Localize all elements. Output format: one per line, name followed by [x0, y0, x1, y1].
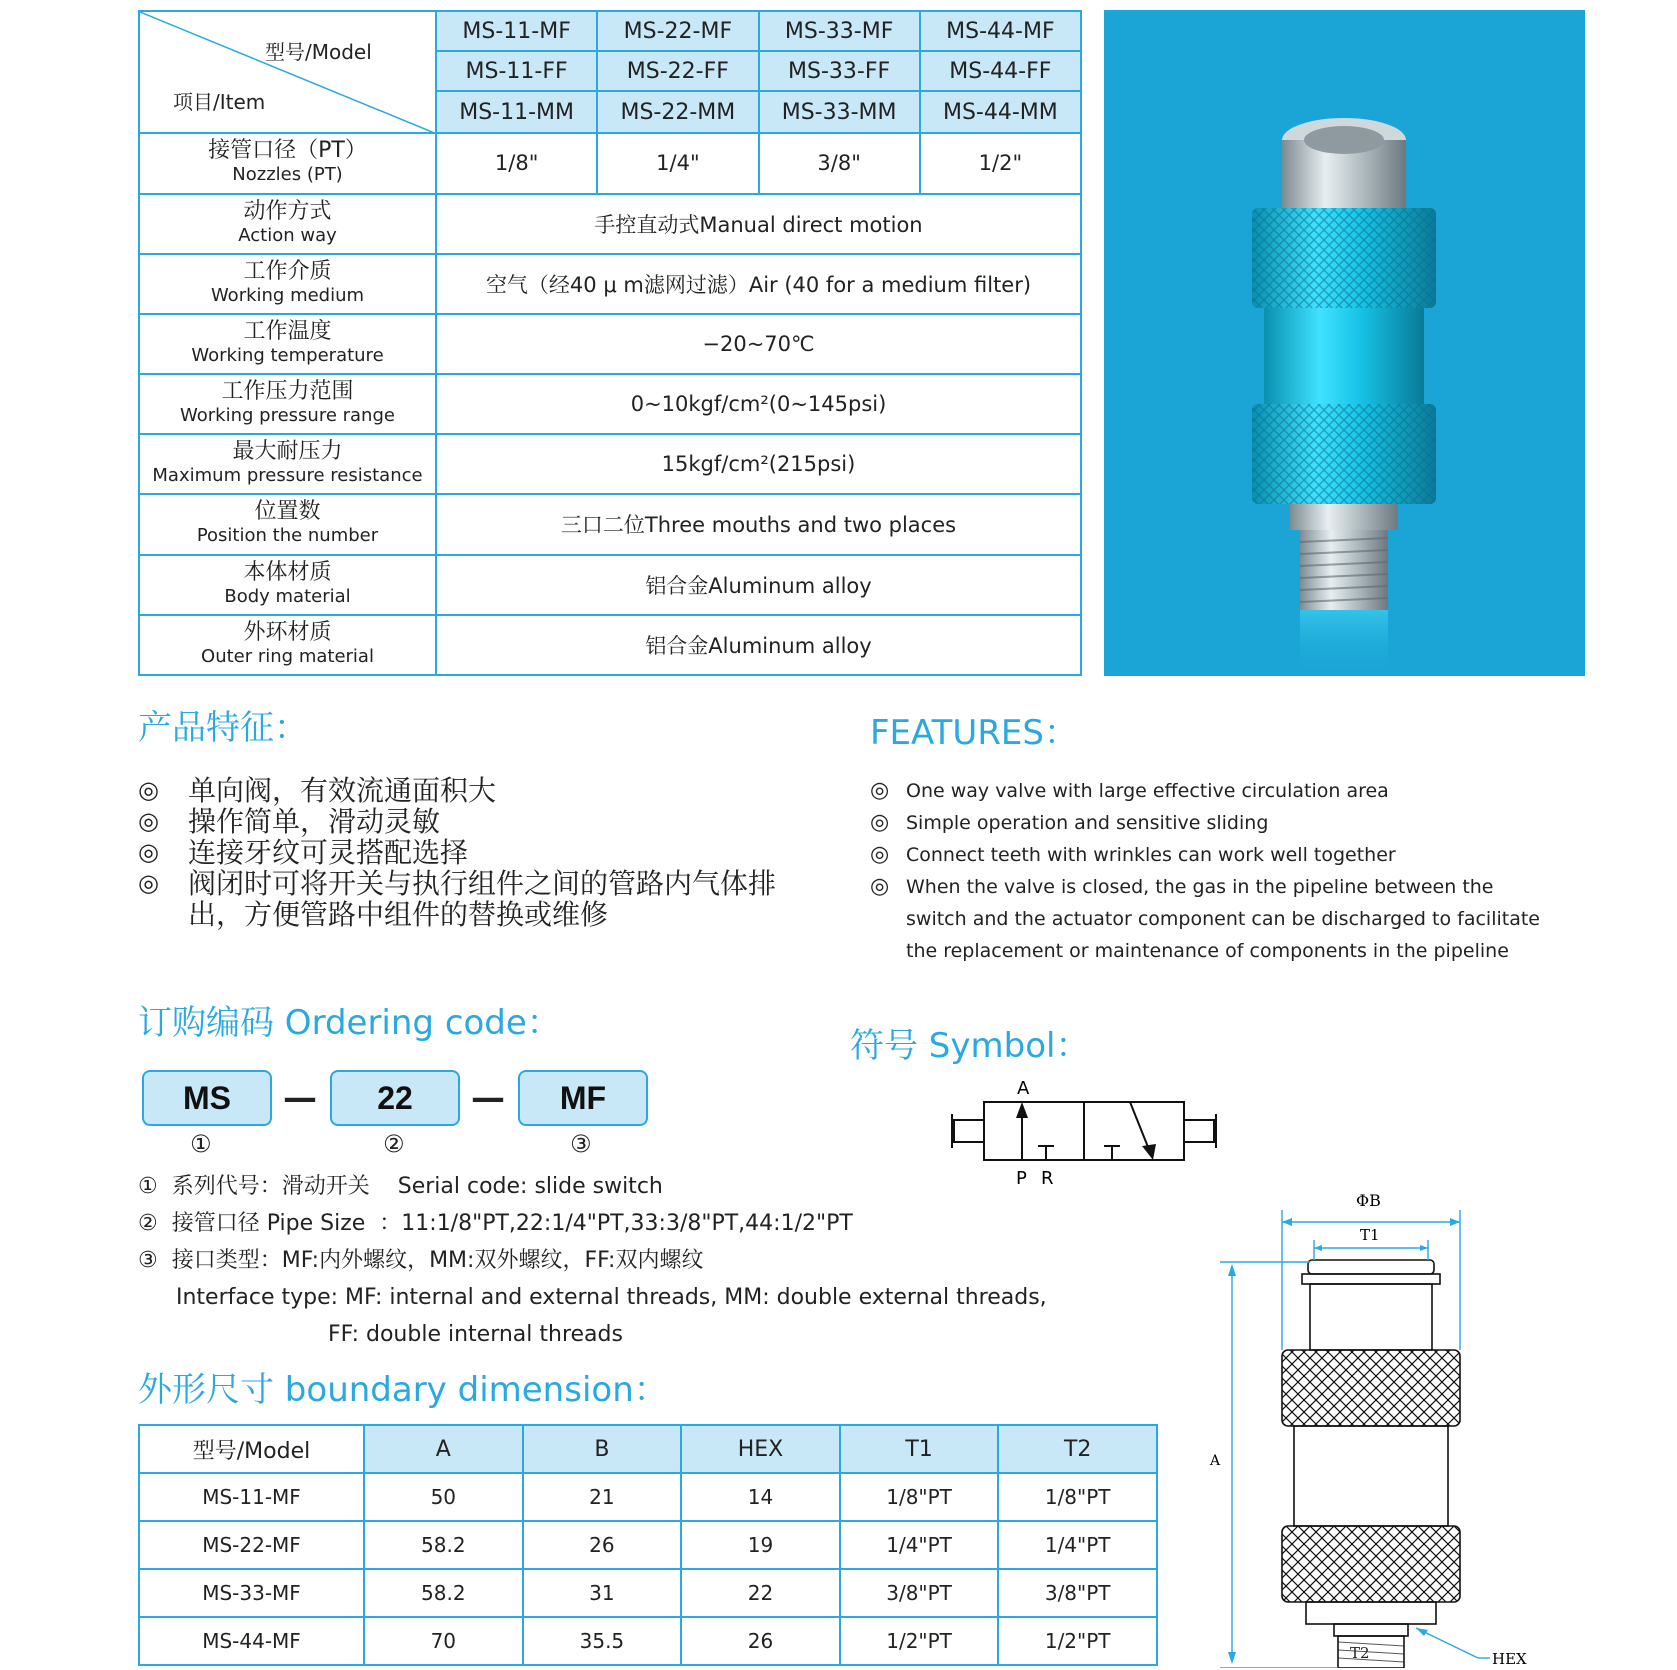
code-number: ①	[190, 1130, 212, 1158]
model-cell: MS-22-FF	[597, 51, 758, 91]
ordering-notes	[138, 1168, 1047, 1353]
table-cell: 1/2"PT	[998, 1617, 1157, 1665]
table-cell: 3/8"PT	[998, 1569, 1157, 1617]
item-value: 空气（经40 μ m滤网过滤）Air (40 for a medium filter)	[436, 254, 1081, 314]
table-cell: 26	[523, 1521, 682, 1569]
product-photo	[1104, 10, 1585, 676]
code-size: 22	[330, 1070, 460, 1126]
bullet-icon: ◎	[138, 807, 159, 835]
model-cell: MS-33-MM	[759, 91, 920, 133]
code-number: ③	[570, 1130, 592, 1158]
table-cell: 1/2"PT	[840, 1617, 999, 1665]
column-header: T2	[998, 1425, 1157, 1473]
table-row	[139, 1617, 1157, 1665]
table-row	[139, 1473, 1157, 1521]
table-header-row	[139, 1425, 1157, 1473]
features-zh-title: 产品特征：	[138, 708, 308, 748]
list-item: ◎ 阀闭时可将开关与执行组件之间的管路内气体排出，方便管路中组件的替换或维修	[138, 867, 777, 931]
code-type: MF	[518, 1070, 648, 1126]
table-row	[139, 1521, 1157, 1569]
item-label-cell: 位置数 Position the number	[139, 494, 436, 554]
list-item: ◎ One way valve with large effective circulation area	[870, 775, 1560, 807]
item-value: 铝合金Aluminum alloy	[436, 555, 1081, 615]
table-cell: 70	[364, 1617, 523, 1665]
nozzle-value: 1/8"	[436, 133, 597, 193]
note-row: ① 系列代号：滑动开关 Serial code: slide switch	[138, 1174, 663, 1199]
port-r-label: R	[1041, 1168, 1054, 1189]
table-cell: 19	[681, 1521, 840, 1569]
bullet-icon: ◎	[870, 778, 890, 803]
table-cell: MS-44-MF	[139, 1617, 364, 1665]
item-value: 15kgf/cm²(215psi)	[436, 434, 1081, 494]
table-cell: 1/8"PT	[998, 1473, 1157, 1521]
bullet-icon: ◎	[870, 810, 890, 835]
port-p-label: P	[1016, 1168, 1027, 1189]
table-cell: MS-11-MF	[139, 1473, 364, 1521]
table-row	[139, 1569, 1157, 1617]
item-value: 铝合金Aluminum alloy	[436, 615, 1081, 675]
column-header: 型号/Model	[139, 1425, 364, 1473]
table-cell: 58.2	[364, 1569, 523, 1617]
table-cell: 26	[681, 1617, 840, 1665]
item-label: 项目/Item	[173, 90, 266, 114]
table-cell: 1/8"PT	[840, 1473, 999, 1521]
column-header: A	[364, 1425, 523, 1473]
list-item: ◎ Simple operation and sensitive sliding	[870, 807, 1560, 839]
dim-hex-label: HEX	[1492, 1650, 1527, 1668]
symbol-title: 符号 Symbol：	[850, 1026, 1090, 1066]
item-label-cell: 工作压力范围 Working pressure range	[139, 374, 436, 434]
model-cell: MS-33-MF	[759, 11, 920, 51]
spec-table	[138, 10, 1082, 676]
features-en-title: FEATURES：	[870, 713, 1079, 753]
bullet-icon: ◎	[870, 842, 890, 867]
table-cell: 22	[681, 1569, 840, 1617]
column-header: HEX	[681, 1425, 840, 1473]
bullet-icon: ◎	[138, 838, 159, 866]
table-cell: MS-33-MF	[139, 1569, 364, 1617]
model-cell: MS-44-FF	[920, 51, 1081, 91]
column-header: B	[523, 1425, 682, 1473]
bullet-icon: ◎	[870, 874, 890, 899]
note-row: Interface type: MF: internal and external threads, MM: double external threads,	[176, 1285, 1047, 1310]
dim-t2-label: T2	[1350, 1644, 1370, 1662]
header-diagonal-cell	[139, 11, 436, 133]
list-item: ◎ 单向阀，有效流通面积大	[138, 774, 497, 807]
dim-t1-label: T1	[1360, 1226, 1380, 1244]
features-zh-list	[138, 775, 818, 930]
list-item: ◎ Connect teeth with wrinkles can work well together	[870, 839, 1560, 871]
slide-valve-illustration	[1104, 10, 1585, 676]
table-cell: 14	[681, 1473, 840, 1521]
list-item: ◎ 操作简单，滑动灵敏	[138, 805, 441, 838]
model-cell: MS-22-MM	[597, 91, 758, 133]
code-number: ②	[383, 1130, 405, 1158]
diagonal-line	[140, 12, 437, 134]
item-label-cell: 工作介质 Working medium	[139, 254, 436, 314]
code-dash: —	[283, 1078, 317, 1118]
table-cell: 31	[523, 1569, 682, 1617]
item-value: 手控直动式Manual direct motion	[436, 194, 1081, 254]
model-cell: MS-22-MF	[597, 11, 758, 51]
table-cell: 21	[523, 1473, 682, 1521]
table-cell: 58.2	[364, 1521, 523, 1569]
dimension-table	[138, 1424, 1158, 1666]
model-cell: MS-11-MF	[436, 11, 597, 51]
model-label: 型号/Model	[265, 40, 372, 64]
features-en-list	[870, 775, 1560, 967]
nozzle-value: 1/4"	[597, 133, 758, 193]
column-header: T1	[840, 1425, 999, 1473]
port-a-label: A	[1017, 1078, 1030, 1099]
dim-a-label: A	[1210, 1453, 1221, 1469]
dim-b-label: ΦB	[1356, 1191, 1381, 1210]
item-value: −20~70℃	[436, 314, 1081, 374]
model-cell: MS-11-FF	[436, 51, 597, 91]
table-cell: 50	[364, 1473, 523, 1521]
ordering-title: 订购编码 Ordering code：	[138, 1003, 561, 1043]
note-row: FF: double internal threads	[328, 1322, 623, 1347]
valve-symbol-diagram	[950, 1078, 1220, 1190]
code-dash: —	[471, 1078, 505, 1118]
item-label-cell: 最大耐压力 Maximum pressure resistance	[139, 434, 436, 494]
table-cell: 35.5	[523, 1617, 682, 1665]
boundary-title: 外形尺寸 boundary dimension：	[138, 1370, 668, 1410]
model-cell: MS-44-MF	[920, 11, 1081, 51]
table-cell: 1/4"PT	[840, 1521, 999, 1569]
item-label-cell: 工作温度 Working temperature	[139, 314, 436, 374]
note-row: ③ 接口类型：MF:内外螺纹，MM:双外螺纹，FF:双内螺纹	[138, 1248, 704, 1273]
model-cell: MS-33-FF	[759, 51, 920, 91]
dimension-drawing	[1190, 1190, 1560, 1668]
list-item: ◎ When the valve is closed, the gas in the pipeline between the switch and the actuator component can be discharged to facilitate the replacement or maintenance of components in the pipeline	[870, 871, 1560, 967]
nozzle-value: 3/8"	[759, 133, 920, 193]
table-cell: 3/8"PT	[840, 1569, 999, 1617]
list-item: ◎ 连接牙纹可灵搭配选择	[138, 836, 469, 869]
item-label-cell: 本体材质 Body material	[139, 555, 436, 615]
nozzle-value: 1/2"	[920, 133, 1081, 193]
item-label-cell: 外环材质 Outer ring material	[139, 615, 436, 675]
bullet-icon: ◎	[138, 776, 159, 804]
table-cell: MS-22-MF	[139, 1521, 364, 1569]
code-series: MS	[142, 1070, 272, 1126]
model-cell: MS-44-MM	[920, 91, 1081, 133]
bullet-icon: ◎	[138, 869, 159, 897]
model-cell: MS-11-MM	[436, 91, 597, 133]
item-label-cell: 动作方式 Action way	[139, 194, 436, 254]
table-cell: 1/4"PT	[998, 1521, 1157, 1569]
item-nozzles: 接管口径（PT） Nozzles (PT)	[139, 133, 436, 193]
item-value: 三口二位Three mouths and two places	[436, 494, 1081, 554]
note-row: ② 接管口径 Pipe Size ：11:1/8"PT,22:1/4"PT,33:3/8"PT,44:1/2"PT	[138, 1211, 853, 1236]
item-value: 0~10kgf/cm²(0~145psi)	[436, 374, 1081, 434]
